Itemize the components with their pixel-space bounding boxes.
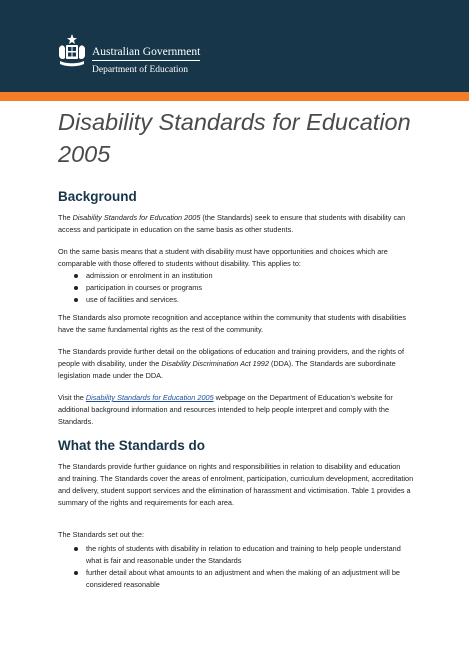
background-paragraph-4: The Standards provide further detail on the obligations of education and training providers, and the rights of people with disability, under the Disability Discrimination Act 1992 (DDA). The Standards are subordinate legislation made under the DDA. xyxy=(58,347,405,380)
bullet-icon xyxy=(74,286,78,290)
list-item: use of facilities and services. xyxy=(58,294,414,306)
standards-set-out-list xyxy=(58,543,414,591)
title-line-1: Disability Standards for Education xyxy=(58,109,411,135)
bullet-icon xyxy=(74,274,78,278)
what-paragraph-2: The Standards set out the: xyxy=(58,530,144,539)
department-name: Department of Education xyxy=(92,65,189,75)
list-item: the rights of students with disability in relation to education and training to help people understand what is fair and reasonable under the Standards xyxy=(58,543,414,567)
list-item: further detail about what amounts to an adjustment and when the making of an adjustment will be considered reasonable xyxy=(58,567,414,591)
header-accent-stripe xyxy=(0,92,469,101)
bullet-icon xyxy=(74,571,78,575)
background-paragraph-3: The Standards also promote recognition and acceptance within the community that students with disabilities have the same fundamental rights as the rest of the community. xyxy=(58,313,407,334)
standards-webpage-link[interactable]: Disability Standards for Education 2005 xyxy=(85,393,214,402)
section-heading-background: Background xyxy=(58,189,137,204)
title-line-2: 2005 xyxy=(58,141,111,167)
header-banner xyxy=(0,0,469,92)
page-title xyxy=(58,106,438,170)
background-paragraph-2: On the same basis means that a student with disability must have opportunities and choices which are comparable with those offered to students without disability. This applies to: xyxy=(58,247,388,268)
section-heading-what-standards-do: What the Standards do xyxy=(58,438,206,453)
list-item: participation in courses or programs xyxy=(58,282,414,294)
list-item: admission or enrolment in an institution xyxy=(58,270,414,282)
government-wordmark xyxy=(92,45,200,77)
applies-to-list xyxy=(58,270,414,306)
background-paragraph-5: Visit the Disability Standards for Education 2005 webpage on the Department of Education’s website for additional background information and resources intended to help people interpret and comply with the Standards. xyxy=(58,393,393,426)
background-paragraph-1: The Disability Standards for Education 2005 (the Standards) seek to ensure that students with disability can access and participate in education on the same basis as other students. xyxy=(58,213,406,234)
bullet-icon xyxy=(74,298,78,302)
bullet-icon xyxy=(74,547,78,551)
what-paragraph-1: The Standards provide further guidance on rights and responsibilities in relation to disability and education and training. The Standards cover the areas of enrolment, participation, curriculum development, accreditation and delivery, student support services and the elimination of harassment and victimisation. Table 1 provides a summary of the rights and requirements for each area. xyxy=(58,462,414,507)
coat-of-arms-icon xyxy=(57,34,87,70)
gov-name: Australian Government xyxy=(92,45,200,61)
